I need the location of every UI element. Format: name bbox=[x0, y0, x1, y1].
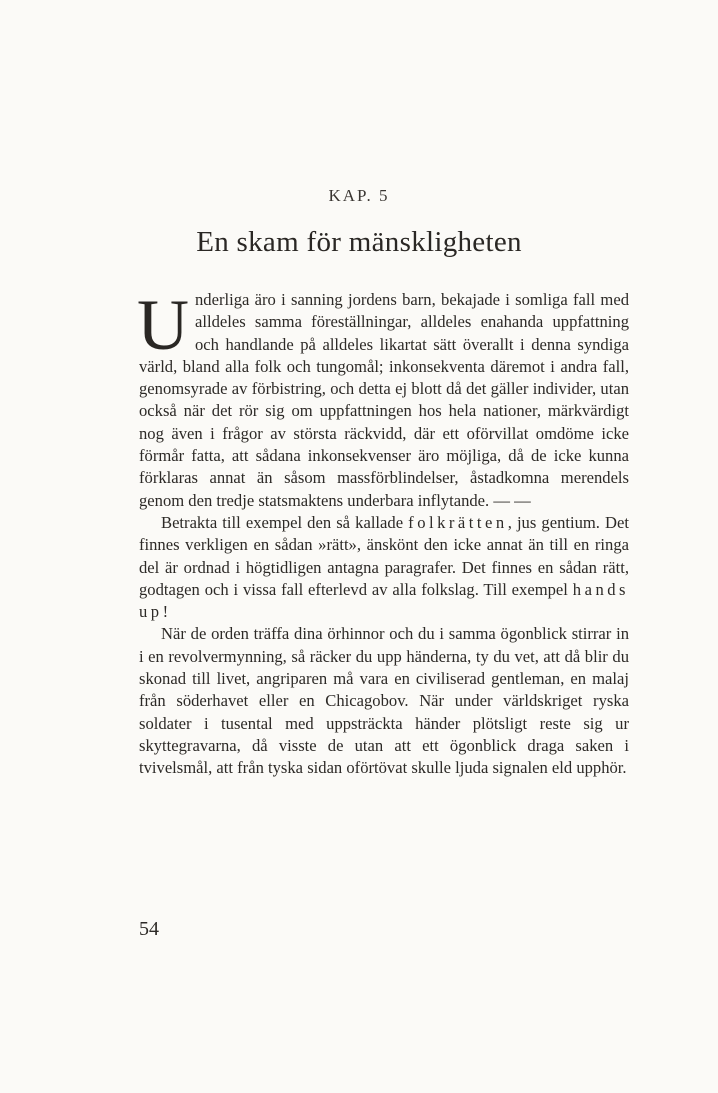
chapter-label: KAP. 5 bbox=[328, 186, 390, 205]
paragraph-3: När de orden träffa dina örhinnor och du i samma ögonblick stirrar in i en revolvermynning, så räcker du upp händerna, ty du vet, att då blir du skonad till livet, angriparen må vara en civiliserad gentleman, en malaj från söderhavet eller en Chicagobov. När under världskriget ryska soldater i tusental med uppsträckta händer plötsligt reste sig ur skyttegravarna, då visste de utan att ett ögonblick draga saken i tvivelsmål, att från tyska sidan oförtövat skulle ljuda signalen eld upphör. bbox=[139, 624, 629, 778]
paragraph-1 bbox=[137, 285, 629, 512]
paragraph-2 bbox=[139, 512, 629, 623]
paragraph-1-text: nderliga äro i sanning jordens barn, bekajade i somliga fall med alldeles samma föreställningar, alldeles enahanda uppfattning och handlande på alldeles likartat sätt överallt i denna syndiga värld, bland alla folk och tungomål; inkonsekventa däremot i andra fall, genomsyrade av förbistring, och detta ej blott då det gäller individer, utan också när det rör sig om uppfattningen hos hela nationer, märkvärdigt nog även i frågor av största räckvidd, där ett oförvillat omdöme icke förmår fatta, att sådana inkonsekvenser äro möjliga, då de icke kunna förklaras annat än såsom massförblindelser, åstadkomna merendels genom den tredje statsmaktens underbara inflytande. — — bbox=[139, 290, 629, 510]
page-number: 54 bbox=[139, 918, 159, 940]
body-text bbox=[137, 285, 630, 780]
spaced-term-folkratten: folkrätten bbox=[408, 512, 508, 532]
paragraph-2-part-1: Betrakta till exempel den så kallade bbox=[161, 512, 409, 532]
chapter-title: En skam för mänskligheten bbox=[196, 226, 522, 258]
spaced-term-hands-up: hands up! bbox=[139, 579, 629, 622]
paragraph-2-part-2: , jus gentium. Det finnes verkligen en sådan »rätt», änskönt den icke annat än till en ringa del är ordnad i högtidligen antagna paragrafer. Det finnes en sådan rätt, godtagen och i vissa fall efterlevd av alla folkslag. Till exempel bbox=[139, 512, 630, 599]
drop-cap: U bbox=[137, 285, 189, 365]
